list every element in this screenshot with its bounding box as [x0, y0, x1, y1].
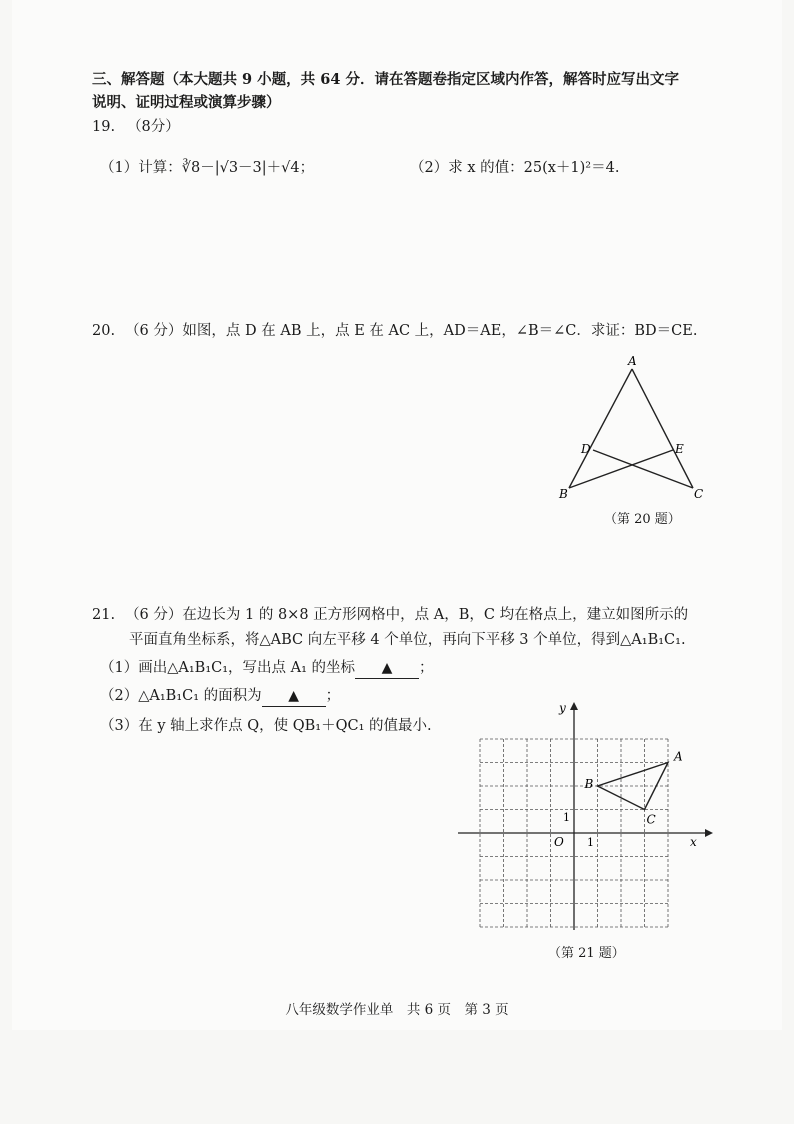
- q21-sub2-text: （2）△A₁B₁C₁ 的面积为: [100, 688, 262, 704]
- q21-tick-x1: 1: [587, 836, 594, 849]
- q19-part2: [410, 158, 619, 178]
- q21-label-b: B: [584, 777, 594, 791]
- section-heading-line1: 三、解答题（本大题共 9 小题，共 64 分．请在答题卷指定区域内作答，解答时应写出文字: [92, 71, 679, 88]
- q20-text-row: [92, 321, 697, 341]
- q20-text: （6 分）如图，点 D 在 AB 上，点 E 在 AC 上，AD＝AE，∠B＝∠C．求证：BD＝CE.: [125, 323, 698, 339]
- q19-part2-expr: 25(x＋1)²＝4.: [523, 160, 620, 176]
- q21-sub2-blank[interactable]: [262, 686, 326, 707]
- q21-figure: [450, 700, 715, 940]
- q20-label-e: E: [675, 442, 684, 456]
- q20-side-ab: [569, 369, 632, 488]
- q20-number: 20.: [92, 323, 116, 339]
- q20-label-d: D: [581, 442, 591, 456]
- q21-sub2: [100, 686, 340, 707]
- q21-label-a: A: [674, 749, 683, 764]
- q21-sub1-mark: ▲: [381, 660, 393, 676]
- q21-number: 21.: [92, 607, 116, 623]
- q21-label-y: y: [559, 701, 566, 715]
- q21-sub1-text: （1）画出△A₁B₁C₁，写出点 A₁ 的坐标: [100, 660, 356, 676]
- q21-line2: 平面直角坐标系，将△ABC 向左平移 4 个单位，再向下平移 3 个单位，得到△A₁B₁C₁.: [129, 632, 686, 648]
- q21-tick-y1: 1: [563, 811, 570, 824]
- page-footer: 八年级数学作业单 共 6 页 第 3 页: [285, 1002, 509, 1018]
- q19-part1-expr: ∛8－|√3－3|＋√4；: [181, 160, 315, 176]
- q21-label-origin: O: [554, 835, 564, 849]
- q19-part1: [100, 158, 314, 178]
- q21-x-arrow: [705, 829, 713, 837]
- q21-sub1: [100, 658, 434, 679]
- q19-header: [92, 117, 180, 137]
- q21-caption: （第 21 题）: [548, 946, 625, 961]
- q21-label-x: x: [690, 835, 697, 849]
- q21-y-arrow: [570, 702, 578, 710]
- q19-number: 19.: [92, 119, 116, 135]
- q21-sub2-end: ；: [325, 688, 341, 704]
- q21-sub1-end: ；: [419, 660, 434, 676]
- q21-label-c: C: [646, 812, 656, 827]
- q20-side-ac: [632, 369, 693, 488]
- q21-line1: （6 分）在边长为 1 的 8×8 正方形网格中，点 A，B，C 均在格点上，建立如图所示的: [125, 607, 689, 623]
- q21-sub3: （3）在 y 轴上求作点 Q，使 QB₁＋QC₁ 的值最小.: [100, 718, 432, 734]
- q21-sub1-blank[interactable]: [355, 658, 419, 679]
- q21-line1-row: [92, 605, 688, 625]
- section-heading-line2: 说明、证明过程或演算步骤）: [92, 94, 281, 111]
- q20-figure: [555, 355, 715, 505]
- q19-part2-label: （2）求 x 的值：: [410, 160, 524, 176]
- q19-points: （8分）: [127, 119, 180, 135]
- q21-sub2-mark: ▲: [288, 688, 300, 704]
- q20-label-a: A: [628, 355, 637, 368]
- q20-caption: （第 20 题）: [604, 512, 681, 527]
- q20-label-b: B: [559, 487, 568, 501]
- q20-label-c: C: [694, 487, 704, 501]
- q19-part1-label: （1）计算：: [100, 160, 182, 176]
